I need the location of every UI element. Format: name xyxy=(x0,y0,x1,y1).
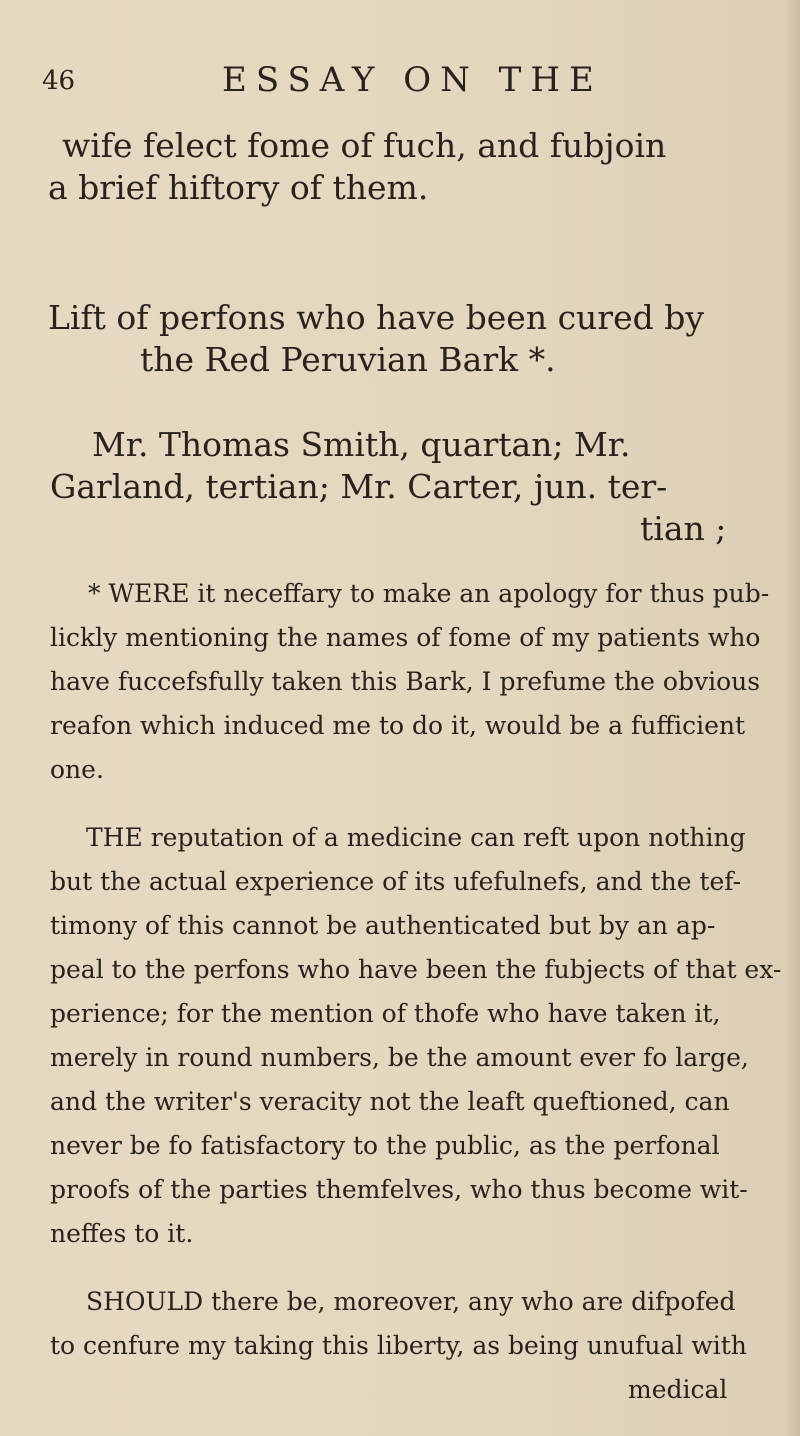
patients-line-1: Mr. Thomas Smith, quartan; Mr. xyxy=(92,425,631,464)
paragraph-1-line-1 xyxy=(86,822,746,854)
paragraph-1-line-6: merely in round numbers, be the amount ever fo large, xyxy=(50,1043,749,1072)
paragraph-2-line-2: to cenfure my taking this liberty, as being unufual with xyxy=(50,1331,747,1360)
page-header xyxy=(42,60,742,110)
paragraph-1-initial: T xyxy=(86,823,103,852)
footnote-line-1 xyxy=(88,578,769,610)
paragraph-2-smallcaps: HOULD xyxy=(103,1287,204,1316)
intro-line-1: wife felect fome of fuch, and fubjoin xyxy=(62,126,667,165)
paragraph-1-line-7: and the writer's veracity not the leaft queftioned, can xyxy=(50,1087,730,1116)
page-number: 46 xyxy=(42,66,76,96)
paragraph-2-initial: S xyxy=(86,1287,104,1316)
list-heading-line-1: Lift of perfons who have been cured by xyxy=(48,298,704,337)
paragraph-1-line-5: perience; for the mention of thofe who have taken it, xyxy=(50,999,721,1028)
paragraph-1-line-8: never be fo fatisfactory to the public, as the perfonal xyxy=(50,1131,720,1160)
patients-line-3: tian ; xyxy=(640,509,727,548)
footnote-marker: * W xyxy=(88,579,135,608)
list-heading-line-2: the Red Peruvian Bark *. xyxy=(140,340,556,379)
footnote-line-3: have fuccefsfully taken this Bark, I prefume the obvious xyxy=(50,667,761,696)
footnote-line-4: reafon which induced me to do it, would be a fufficient xyxy=(50,711,746,740)
patients-line-2: Garland, tertian; Mr. Carter, jun. ter- xyxy=(50,467,668,506)
footnote-line-1-rest: it neceffary to make an apology for thus pub- xyxy=(189,579,770,608)
catchword: medical xyxy=(628,1375,728,1404)
paragraph-2-line-1-rest: there be, moreover, any who are difpofed xyxy=(203,1287,736,1316)
running-head: ESSAY ON THE xyxy=(222,60,603,100)
page-edge-shadow xyxy=(786,0,800,1436)
paragraph-1-line-3: timony of this cannot be authenticated but by an ap- xyxy=(50,911,716,940)
paragraph-1-smallcaps: HE xyxy=(102,823,143,852)
footnote-line-2: lickly mentioning the names of fome of my patients who xyxy=(50,623,761,652)
footnote-smallcaps: ERE xyxy=(134,579,190,608)
paragraph-1-line-1-rest: reputation of a medicine can reft upon nothing xyxy=(142,823,746,852)
footnote-line-5: one. xyxy=(50,755,104,784)
intro-line-2: a brief hiftory of them. xyxy=(48,168,429,207)
paragraph-1-line-4: peal to the perfons who have been the fubjects of that ex- xyxy=(50,955,782,984)
paragraph-1-line-9: proofs of the parties themfelves, who thus become wit- xyxy=(50,1175,748,1204)
paragraph-1-line-2: but the actual experience of its ufefulnefs, and the tef- xyxy=(50,867,742,896)
paragraph-1-line-10: neffes to it. xyxy=(50,1219,194,1248)
paragraph-2-line-1 xyxy=(86,1286,736,1318)
